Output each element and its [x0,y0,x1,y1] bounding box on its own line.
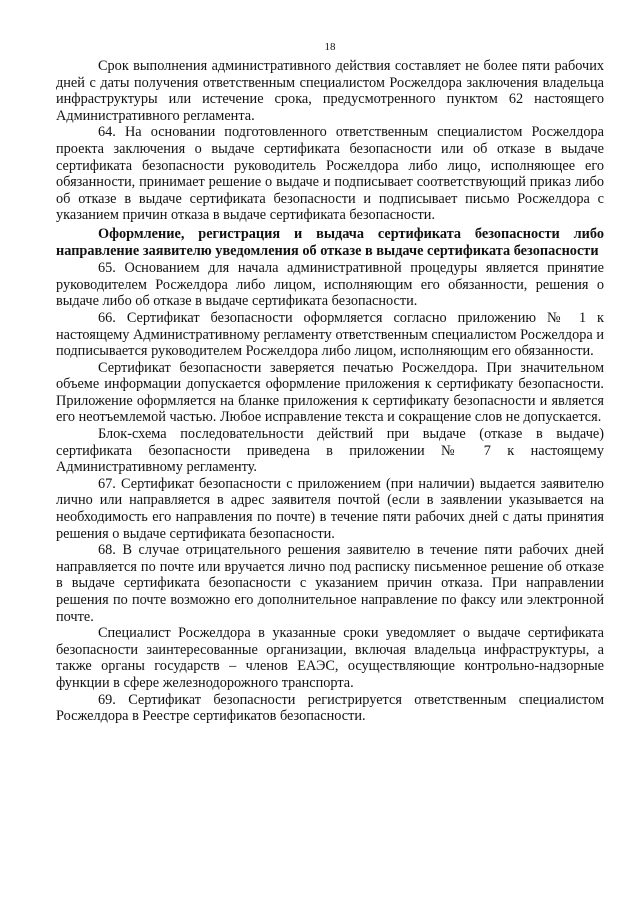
page-number: 18 [324,41,336,53]
paragraph-69: 69. Сертификат безопасности регистрируется ответственным специалистом Росжелдора в Реестре сертификатов безопасности. [56,691,604,725]
paragraph-67: 67. Сертификат безопасности с приложением (при наличии) выдается заявителю лично или направляется в адрес заявителя почтой (если в заявлении указывается на необходимость его направления по почте) в течение пяти рабочих дней с даты принятия решения о выдаче сертификата безопасности. [56,475,604,542]
paragraph-flowchart: Блок-схема последовательности действий при выдаче (отказе в выдаче) сертификата безопасности приведена в приложении № 7 к настоящему Административному регламенту. [56,426,604,476]
paragraph-65: 65. Основанием для начала административной процедуры является принятие руководителем Росжелдора либо лицом, исполняющим его обязанности, решения о выдаче либо об отказе в выдаче сертификата безопасности. [56,260,604,310]
paragraph-68: 68. В случае отрицательного решения заявителю в течение пяти рабочих дней направляется по почте или вручается лично под расписку письменное решение об отказе в выдаче сертификата безопасности с указанием причин отказа. При направлении решения по почте возможно его дополнительное направление по факсу или электронной почте. [56,542,604,625]
paragraph-notification: Специалист Росжелдора в указанные сроки уведомляет о выдаче сертификата безопасности заинтересованные организации, включая владельца инфраструктуры, а также органы государств – членов ЕАЭС, осуществляющие контрольно-надзорные функции в сфере железнодорожного транспорта. [56,625,604,691]
paragraph-seal: Сертификат безопасности заверяется печатью Росжелдора. При значительном объеме информации допускается оформление приложения к сертификату безопасности. Приложение оформляется на бланке приложения к сертификату безопасности и является его неотъемлемой частью. Любое исправление текста и сокращение слов не допускается. [56,359,604,426]
paragraph-66: 66. Сертификат безопасности оформляется согласно приложению № 1 к настоящему Административному регламенту ответственным специалистом Росжелдора и подписывается руководителем Росжелдора либо лицом, исполняющим его обязанности. [56,309,604,360]
paragraph-deadline: Срок выполнения административного действия составляет не более пяти рабочих дней с даты получения ответственным специалистом Росжелдора заключения владельца инфраструктуры или истечение срока, предусмотренного пунктом 62 настоящего Административного регламента. [56,58,604,124]
paragraph-64: 64. На основании подготовленного ответственным специалистом Росжелдора проекта заключения о выдаче сертификата безопасности или об отказе в выдаче сертификата безопасности руководитель Росжелдора либо лицо, исполняющее его обязанности, принимает решение о выдаче и подписывает соответствующий приказ либо об отказе в выдаче сертификата безопасности и подписывает письмо Росжелдора с указанием причин отказа в выдаче сертификата безопасности. [56,124,604,224]
document-page [56,40,604,725]
section-heading: Оформление, регистрация и выдача сертификата безопасности либо направление заявителю уведомления об отказе в выдаче сертификата безопасности [56,225,604,259]
